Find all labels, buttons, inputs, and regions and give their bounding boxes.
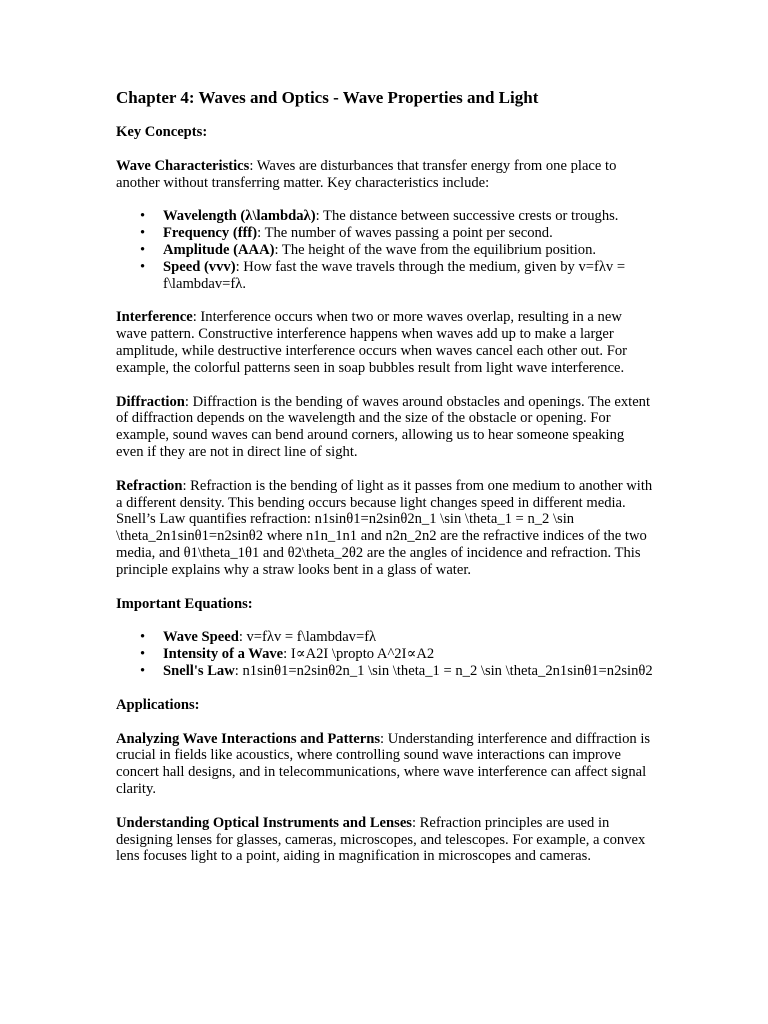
item-text: : I∝A2I \propto A^2I∝A2 bbox=[283, 646, 435, 663]
term: Understanding Optical Instruments and Lenses bbox=[116, 814, 412, 831]
bullet-icon: • bbox=[140, 646, 146, 663]
list-item bbox=[116, 259, 654, 293]
list-item bbox=[116, 646, 654, 663]
term: Wave Speed bbox=[163, 629, 239, 646]
item-text: : n1sinθ1=n2sinθ2n_1 \sin \theta_1 = n_2 \sin \theta_2n1sinθ1=n2sinθ2 bbox=[234, 662, 653, 679]
paragraph-text: : Interference occurs when two or more waves overlap, resulting in a new wave pattern. Constructive interference happens when waves add up to make a larger amplitude, while destructive interference occurs when waves cancel each other out. For example, the colorful patterns seen in soap bubbles result from light wave interference. bbox=[116, 309, 627, 376]
analyzing-paragraph bbox=[116, 731, 654, 798]
paragraph-text: : Refraction is the bending of light as it passes from one medium to another with a different density. This bending occurs because light changes speed in different media. Snell’s Law quantifies refraction: n1sinθ1=n2sinθ2n_1 \sin \theta_1 = n_2 \sin \theta_2n1sinθ1=n2sinθ2 where n1n_1n1 and n2n_2n2 are the refractive indices of the two media, and θ1\theta_1θ1 and θ2\theta_2θ2 are the angles of incidence and refraction. This principle explains why a straw looks bent in a glass of water. bbox=[116, 477, 653, 578]
paragraph-text: : Understanding interference and diffraction is crucial in fields like acoustics, where controlling sound wave interactions can improve concert hall designs, and in telecommunications, where wave interference can affect signal clarity. bbox=[116, 730, 651, 797]
diffraction-paragraph bbox=[116, 394, 654, 461]
term: Analyzing Wave Interactions and Patterns bbox=[116, 730, 381, 747]
equations-heading: Important Equations: bbox=[116, 595, 253, 612]
item-text: : v=fλv = f\lambdav=fλ bbox=[238, 629, 377, 646]
applications-heading: Applications: bbox=[116, 696, 200, 713]
bullet-icon: • bbox=[140, 208, 146, 225]
term: Amplitude (AAA) bbox=[163, 241, 275, 258]
paragraph-text: : Refraction principles are used in designing lenses for glasses, cameras, microscopes, and telescopes. For example, a convex lens focuses light to a point, aiding in magnification in microscopes and cameras. bbox=[116, 814, 646, 865]
term: Refraction bbox=[116, 477, 183, 494]
list-item bbox=[116, 242, 654, 259]
optical-paragraph bbox=[116, 815, 654, 865]
term: Frequency (fff) bbox=[163, 225, 258, 242]
equations-list bbox=[116, 629, 654, 679]
term: Intensity of a Wave bbox=[163, 646, 284, 663]
term: Wavelength (λ\lambdaλ) bbox=[163, 208, 316, 225]
bullet-icon: • bbox=[140, 241, 146, 258]
paragraph-text: : Waves are disturbances that transfer energy from one place to another without transferring matter. Key characteristics include: bbox=[116, 157, 617, 191]
document-body bbox=[116, 88, 654, 882]
wave-characteristics-paragraph bbox=[116, 158, 654, 192]
list-item bbox=[116, 225, 654, 242]
paragraph-text: : Diffraction is the bending of waves around obstacles and openings. The extent of diffraction depends on the wavelength and the size of the obstacle or opening. For example, sound waves can bend around corners, allowing us to hear someone speaking even if they are not in direct line of sight. bbox=[116, 393, 651, 460]
bullet-icon: • bbox=[140, 225, 146, 242]
item-text: : How fast the wave travels through the medium, given by v=fλv = f\lambdav=fλ. bbox=[163, 258, 626, 292]
term: Snell's Law bbox=[163, 662, 235, 679]
list-item bbox=[116, 663, 654, 680]
list-item bbox=[116, 208, 654, 225]
bullet-icon: • bbox=[140, 258, 146, 275]
characteristics-list bbox=[116, 208, 654, 292]
item-text: : The number of waves passing a point per second. bbox=[257, 225, 553, 242]
bullet-icon: • bbox=[140, 662, 146, 679]
term: Interference bbox=[116, 309, 193, 326]
interference-paragraph bbox=[116, 309, 654, 376]
refraction-paragraph bbox=[116, 478, 654, 579]
bullet-icon: • bbox=[140, 629, 146, 646]
term: Speed (vvv) bbox=[163, 258, 236, 275]
item-text: : The distance between successive crests or troughs. bbox=[315, 208, 619, 225]
key-concepts-heading: Key Concepts: bbox=[116, 124, 208, 140]
item-text: : The height of the wave from the equilibrium position. bbox=[274, 241, 597, 258]
term: Wave Characteristics bbox=[116, 157, 250, 174]
chapter-title: Chapter 4: Waves and Optics - Wave Properties and Light bbox=[116, 88, 539, 107]
term: Diffraction bbox=[116, 393, 185, 410]
list-item bbox=[116, 629, 654, 646]
